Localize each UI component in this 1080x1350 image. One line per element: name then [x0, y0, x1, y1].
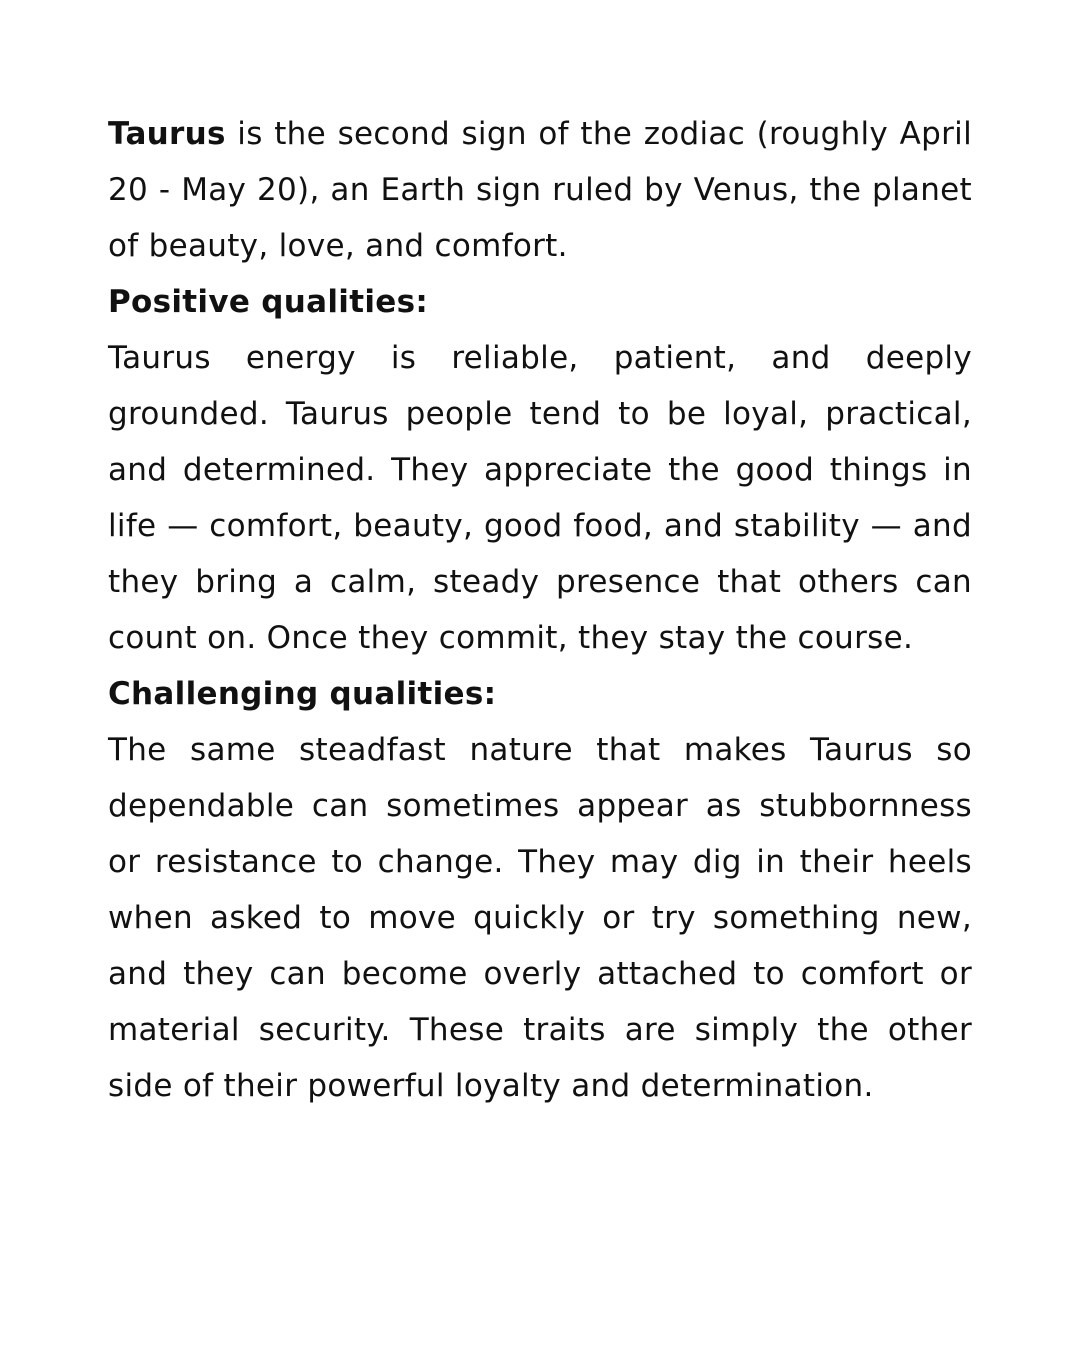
- intro-text: is the second sign of the zodiac (roughly April 20 - May 20), an Earth sign ruled by Venus, the planet of beauty, love, and comfort.: [108, 116, 972, 264]
- document-page: [108, 106, 972, 1114]
- intro-lead-word: Taurus: [108, 116, 226, 152]
- intro-paragraph: [108, 106, 972, 274]
- challenging-qualities-heading: Challenging qualities:: [108, 676, 497, 712]
- challenging-qualities-paragraph: The same steadfast nature that makes Taurus so dependable can sometimes appear as stubbornness or resistance to change. They may dig in their heels when asked to move quickly or try something new, and they can become overly attached to comfort or material security. These traits are simply the other side of their powerful loyalty and determination.: [108, 732, 972, 1104]
- positive-qualities-paragraph: Taurus energy is reliable, patient, and deeply grounded. Taurus people tend to be loyal, practical, and determined. They appreciate the good things in life — comfort, beauty, good food, and stability — and they bring a calm, steady presence that others can count on. Once they commit, they stay the course.: [108, 340, 972, 656]
- positive-qualities-heading: Positive qualities:: [108, 284, 429, 320]
